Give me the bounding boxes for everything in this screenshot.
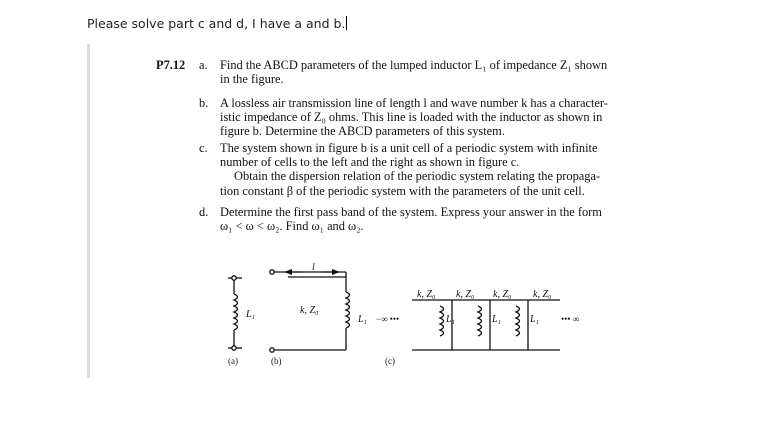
inductor-label-b: L₁ [358,314,368,325]
part-text: The system shown in figure b is a unit cell of a periodic system with infinite number of cells to the left and the right as shown in figure c. Obtain the dispersion relation of the periodic system relating the propaga- tion constant β of the periodic system with the parameters of the unit cell. [220,141,601,198]
part-label: a. [199,58,208,72]
figure-a-inductor [228,276,242,350]
line-label-c2: k, Z₀ [456,289,475,300]
part-label: d. [199,205,209,219]
part-label: b. [199,96,209,110]
length-label: l [312,262,315,273]
line-label-c3: k, Z₀ [493,289,512,300]
inductor-label-c3: L₁ [530,314,540,325]
inductor-label-a: L₁ [246,309,256,320]
caption-b: (b) [271,356,282,366]
question-label: Please solve part c and d, I have a and b. [87,16,346,31]
line-label-c1: k, Z₀ [417,289,436,300]
problem-number: P7.12 [156,58,186,72]
neg-infinity-label: −∞ ••• [376,314,400,324]
pos-infinity-label: ••• ∞ [561,314,580,324]
caption-a: (a) [228,356,238,366]
line-label-c4: k, Z₀ [533,289,552,300]
part-text: Determine the first pass band of the system. Express your answer in the form ω₁ < ω < ω₂. Find ω₁ and ω₂. [220,205,602,234]
inductor-label-c2: L₁ [492,314,502,325]
part-text: A lossless air transmission line of length l and wave number k has a character- istic impedance of Z₀ ohms. This line is loaded with the inductor as shown in figure b. Determine the ABCD parameters of this system. [220,96,608,139]
caption-c: (c) [385,356,395,366]
line-label-b: k, Z₀ [300,305,319,316]
part-text: Find the ABCD parameters of the lumped inductor L₁ of impedance Z₁ shown in the figure. [220,58,608,87]
inductor-label-c1: L₁ [446,314,456,325]
figure-c-periodic [412,300,560,350]
part-label: c. [199,141,208,155]
